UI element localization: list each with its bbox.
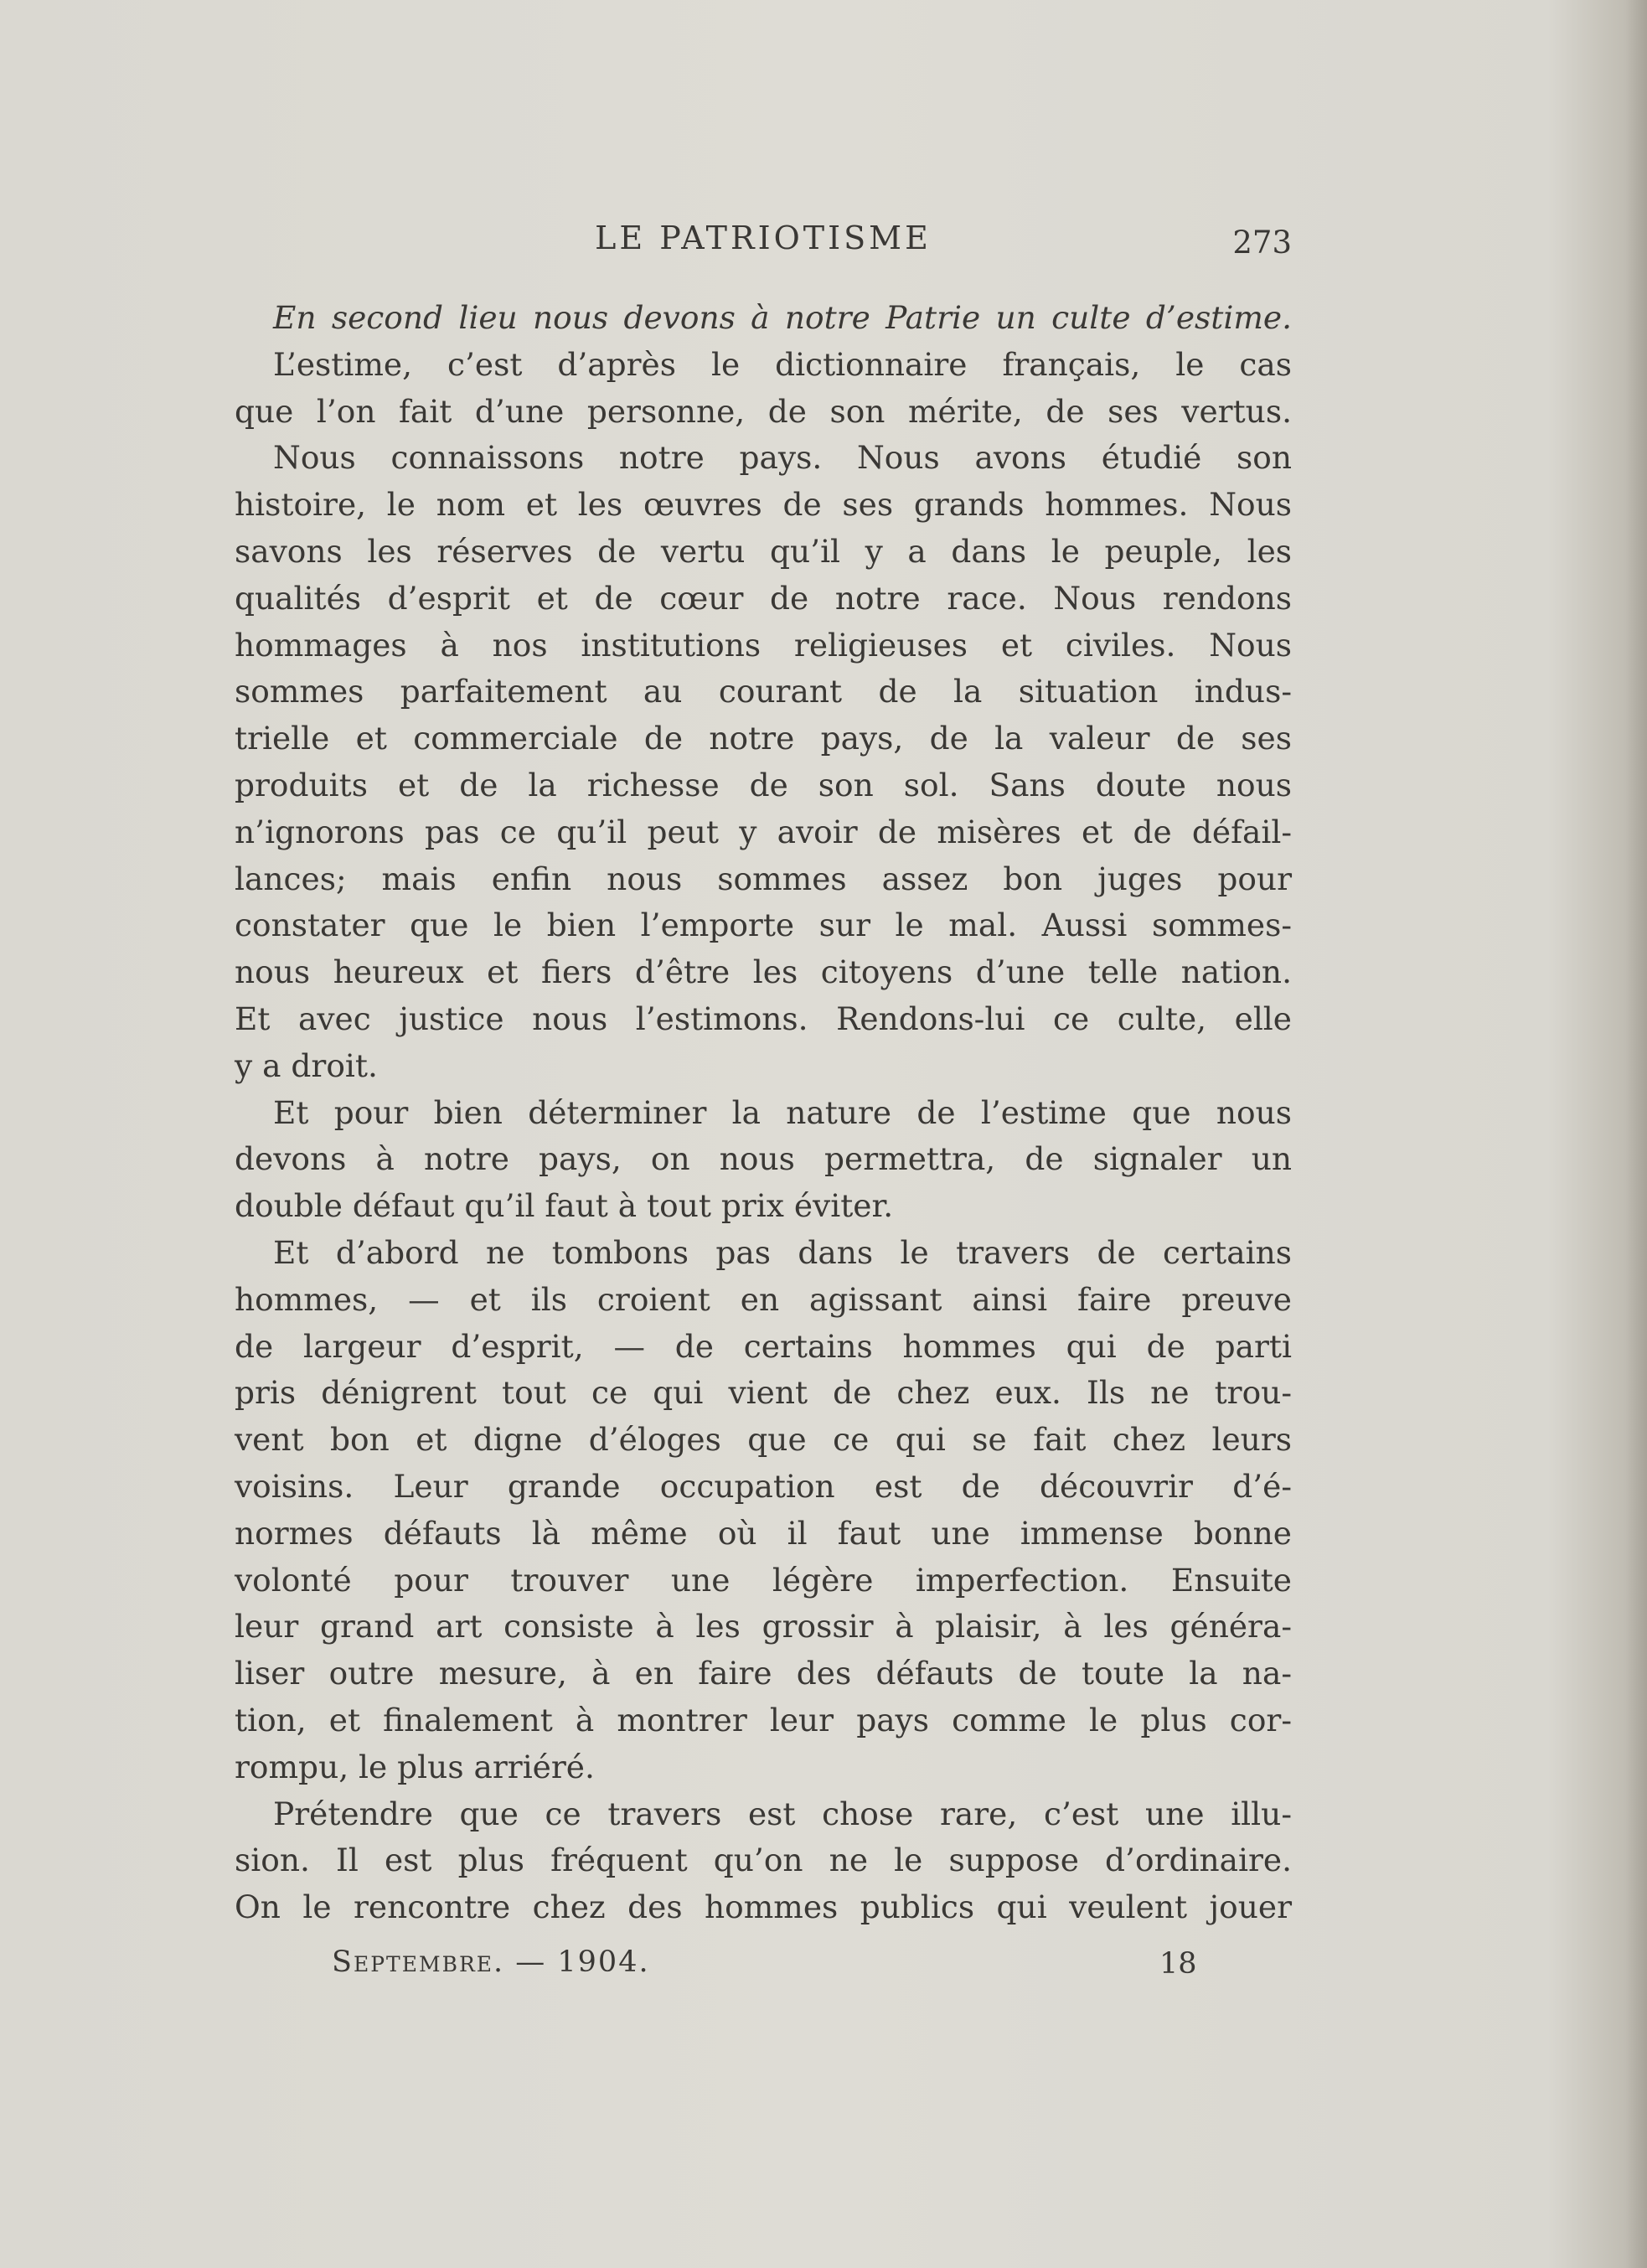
text-line: Nous connaissons notre pays. Nous avons étudié son <box>273 439 1292 477</box>
text-line: tion, et finalement à montrer leur pays comme le plus cor- <box>235 1701 1292 1738</box>
text-line: sommes parfaitement au courant de la situation indus- <box>235 673 1292 710</box>
text-line: hommages à nos institutions religieuses et civiles. Nous <box>235 626 1292 664</box>
issue-date: Septembre. — 1904. <box>332 1945 650 1979</box>
text-line: sion. Il est plus fréquent qu’on ne le suppose d’ordinaire. <box>235 1842 1292 1879</box>
text-line: lances; mais enfin nous sommes assez bon juges pour <box>235 860 1292 897</box>
running-title: LE PATRIOTISME <box>595 220 932 256</box>
text-line: constater que le bien l’emporte sur le mal. Aussi sommes- <box>235 907 1292 944</box>
text-line: voisins. Leur grande occupation est de découvrir d’é- <box>235 1467 1292 1505</box>
text-line: vent bon et digne d’éloges que ce qui se fait chez leurs <box>235 1421 1292 1459</box>
text-line: hommes, — et ils croient en agissant ainsi faire preuve <box>235 1280 1292 1318</box>
signature-mark: 18 <box>1159 1947 1197 1981</box>
text-line: volonté pour trouver une légère imperfection. Ensuite <box>235 1561 1292 1599</box>
text-line: rompu, le plus arriéré. <box>235 1748 595 1785</box>
text-line: Et d’abord ne tombons pas dans le travers de certains <box>273 1233 1292 1271</box>
text-line: de largeur d’esprit, — de certains hommes qui de parti <box>235 1327 1292 1365</box>
text-line: En second lieu nous devons à notre Patrie un culte d’estime. <box>273 299 1292 336</box>
text-line: On le rencontre chez des hommes publics qui veulent jouer <box>235 1888 1292 1926</box>
text-line: Et pour bien déterminer la nature de l’estime que nous <box>273 1093 1292 1131</box>
text-line: devons à notre pays, on nous permettra, de signaler un <box>235 1140 1292 1178</box>
text-line: savons les réserves de vertu qu’il y a dans le peuple, les <box>235 532 1292 570</box>
body-text <box>235 295 1292 1931</box>
text-line: nous heureux et fiers d’être les citoyens d’une telle nation. <box>235 953 1292 991</box>
text-line: leur grand art consiste à les grossir à plaisir, à les généra- <box>235 1608 1292 1645</box>
text-line: histoire, le nom et les œuvres de ses grands hommes. Nous <box>235 486 1292 524</box>
text-line: normes défauts là même où il faut une immense bonne <box>235 1514 1292 1552</box>
text-line: n’ignorons pas ce qu’il peut y avoir de misères et de défail- <box>235 813 1292 850</box>
text-line: qualités d’esprit et de cœur de notre race. Nous rendons <box>235 579 1292 617</box>
page-header <box>235 220 1292 270</box>
text-line: y a droit. <box>235 1046 378 1084</box>
text-line: liser outre mesure, à en faire des défauts de toute la na- <box>235 1655 1292 1692</box>
text-line: Et avec justice nous l’estimons. Rendons-lui ce culte, elle <box>235 1000 1292 1037</box>
text-line: trielle et commerciale de notre pays, de la valeur de ses <box>235 720 1292 757</box>
page-edge-shadow <box>1625 0 1647 2268</box>
text-line: L’estime, c’est d’après le dictionnaire français, le cas <box>273 345 1292 383</box>
text-line: que l’on fait d’une personne, de son mérite, de ses vertus. <box>235 392 1292 430</box>
text-line: pris dénigrent tout ce qui vient de chez eux. Ils ne trou- <box>235 1374 1292 1412</box>
text-line: double défaut qu’il faut à tout prix éviter. <box>235 1187 894 1225</box>
text-line: Prétendre que ce travers est chose rare, c’est une illu- <box>273 1795 1292 1832</box>
text-line: produits et de la richesse de son sol. Sans doute nous <box>235 766 1292 803</box>
page-number: 273 <box>1232 225 1292 261</box>
page-footer <box>235 1945 1292 1987</box>
